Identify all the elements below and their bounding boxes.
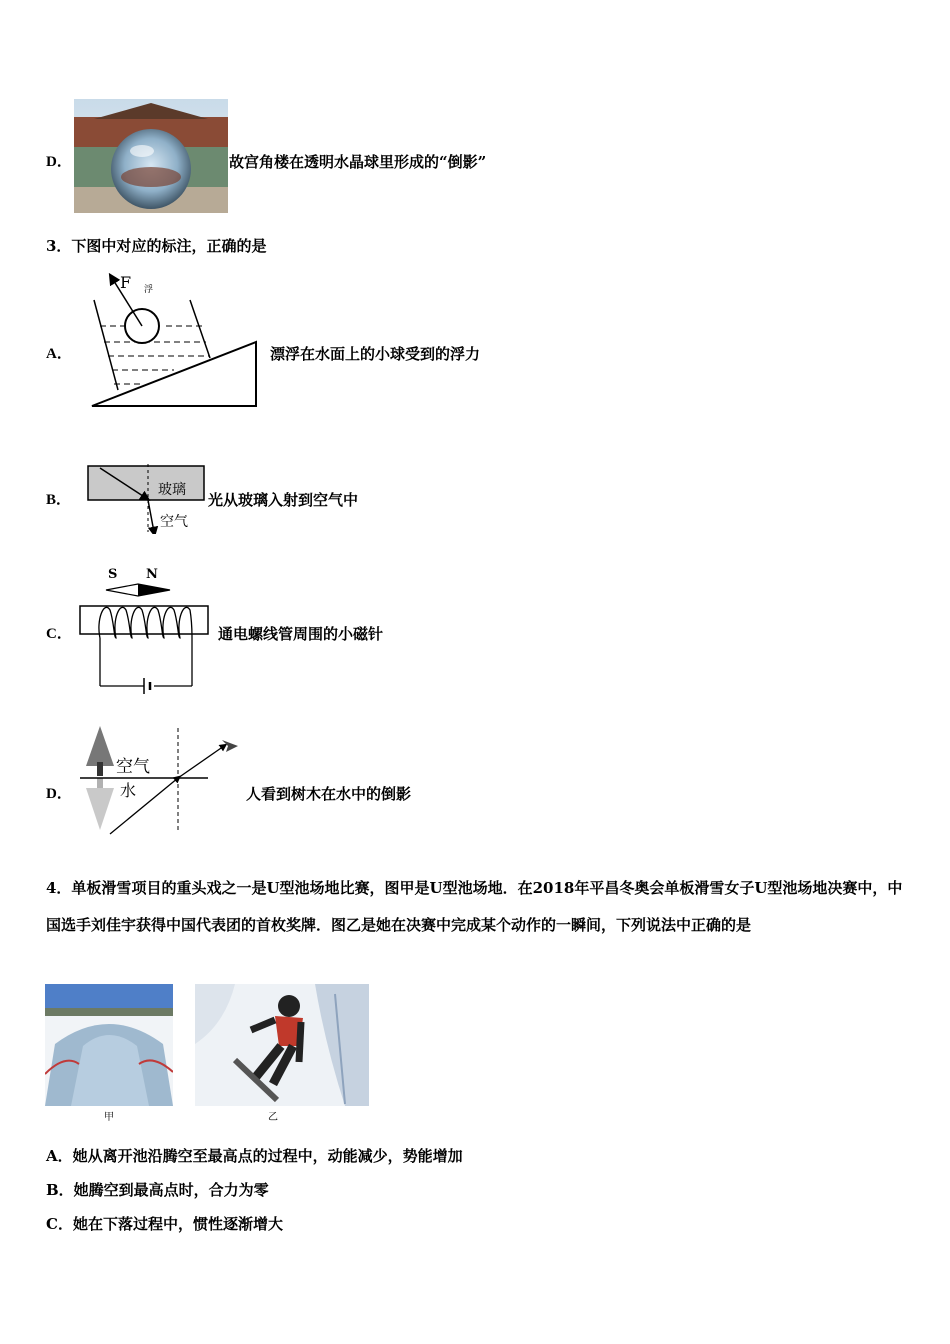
q4-option-a: A．她从离开池沿腾空至最高点的过程中，动能减少，势能增加 bbox=[46, 1147, 463, 1165]
label-f: F bbox=[120, 273, 132, 292]
label-n: N bbox=[146, 567, 158, 582]
label-fu: 浮 bbox=[144, 285, 154, 295]
q3-option-a-text: 漂浮在水面上的小球受到的浮力 bbox=[270, 345, 481, 363]
crystal-ball-photo bbox=[74, 99, 228, 213]
label-glass: 玻璃 bbox=[158, 482, 186, 498]
label-air-d: 空气 bbox=[116, 757, 150, 777]
q2-option-d-text: 故宫角楼在透明水晶球里形成的“倒影” bbox=[229, 153, 487, 171]
q3-stem: 3．下图中对应的标注，正确的是 bbox=[46, 237, 267, 255]
q3-option-d-letter: D． bbox=[46, 786, 72, 802]
label-water: 水 bbox=[120, 781, 137, 800]
caption-yi: 乙 bbox=[268, 1112, 278, 1123]
eye-icon bbox=[222, 740, 238, 752]
tree-icon bbox=[86, 726, 114, 776]
reflection-figure bbox=[76, 722, 242, 836]
label-air-b: 空气 bbox=[160, 514, 188, 530]
q3-option-d-text: 人看到树木在水中的倒影 bbox=[246, 785, 412, 803]
snowboarder-photo bbox=[195, 984, 369, 1106]
caption-jia: 甲 bbox=[104, 1112, 114, 1123]
buoyancy-figure bbox=[84, 268, 264, 410]
q4-stem: 4．单板滑雪项目的重头戏之一是U型池场地比赛，图甲是U型池场地．在2018年平昌冬奥会单板滑雪女子U型池场地决赛中，中国选手刘佳宇获得中国代表团的首枚奖牌．图乙是她在决赛中完成某个动作的一瞬间，下列说法中正确的是 bbox=[46, 879, 903, 934]
q3-option-c-text: 通电螺线管周围的小磁针 bbox=[218, 625, 384, 643]
solenoid-figure bbox=[78, 560, 216, 700]
q3-option-b-letter: B． bbox=[46, 492, 72, 508]
q2-option-d-letter: D． bbox=[46, 154, 72, 170]
q3-option-b-text: 光从玻璃入射到空气中 bbox=[208, 491, 359, 509]
tree-reflection-icon bbox=[86, 778, 114, 830]
refraction-figure bbox=[86, 462, 206, 534]
q3-option-c-letter: C． bbox=[46, 626, 72, 642]
q4-option-c: C．她在下落过程中，惯性逐渐增大 bbox=[46, 1215, 283, 1233]
label-s: S bbox=[108, 567, 118, 582]
halfpipe-photo bbox=[45, 984, 173, 1106]
q4-option-b: B．她腾空到最高点时，合力为零 bbox=[46, 1181, 269, 1199]
q3-option-a-letter: A． bbox=[46, 346, 72, 362]
